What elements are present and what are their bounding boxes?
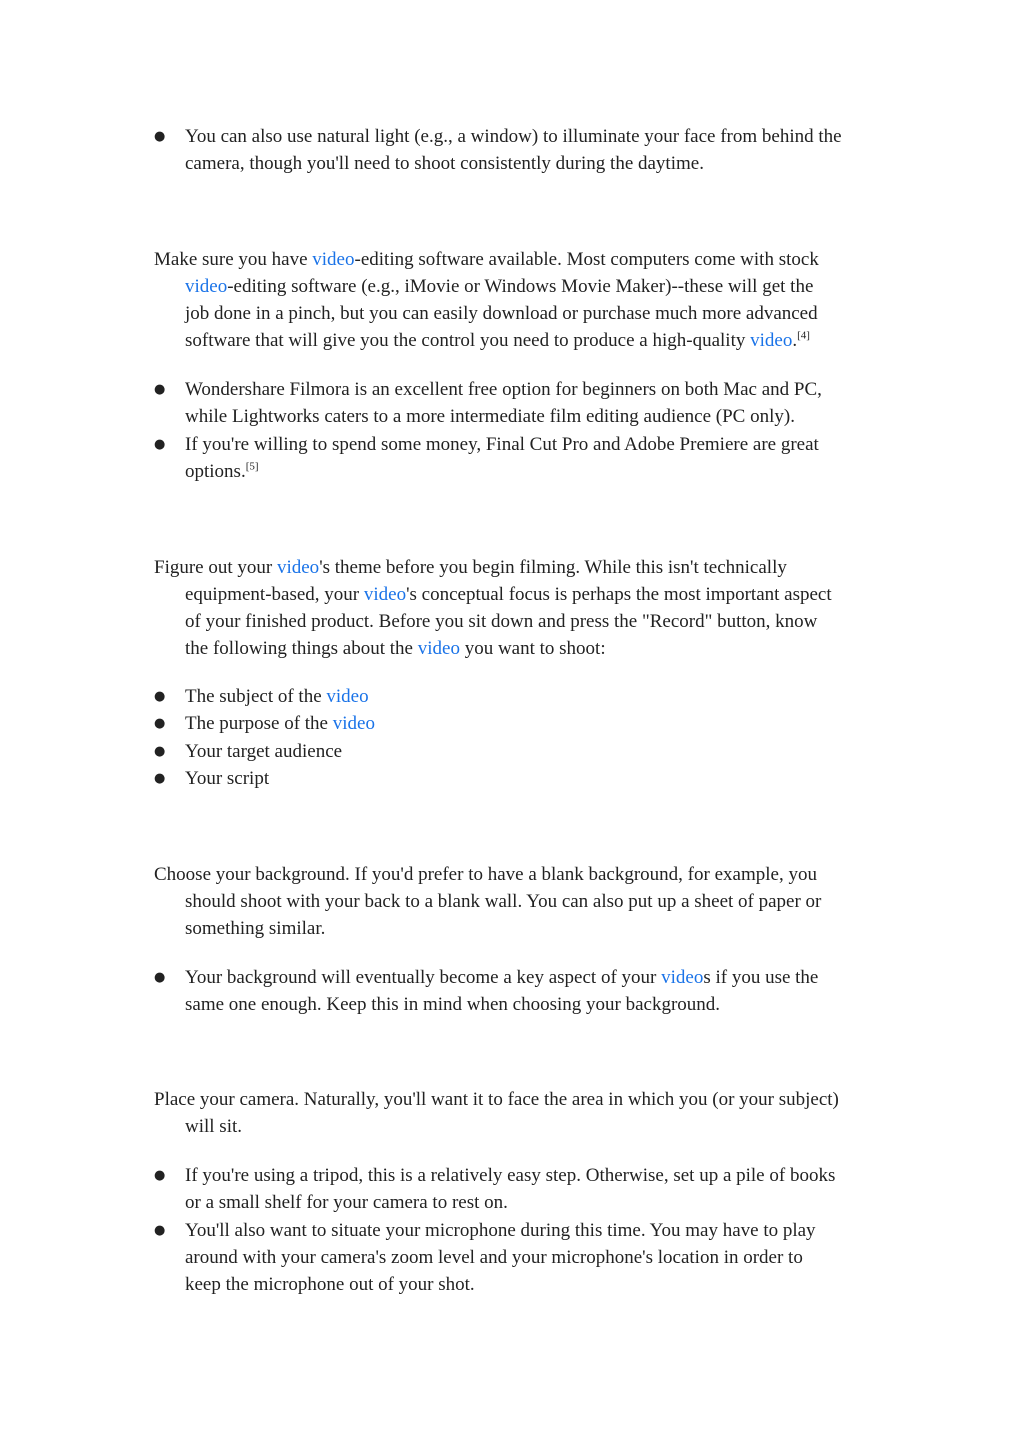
list-item-text: Your script xyxy=(185,768,270,789)
video-link[interactable]: video xyxy=(276,557,320,578)
paragraph-line xyxy=(185,331,810,350)
text-run: Make sure you have xyxy=(154,249,313,270)
list-item-text: keep the microphone out of your shot. xyxy=(185,1274,475,1295)
bullet-marker: ● xyxy=(154,1223,166,1238)
citation-4[interactable]: [4] xyxy=(797,329,810,342)
paragraph-line: will sit. xyxy=(185,1116,243,1137)
text-run: The purpose of the xyxy=(185,713,333,734)
video-link[interactable]: video xyxy=(661,967,704,988)
list-item-text: You'll also want to situate your microphone during this time. You may have to play xyxy=(185,1220,816,1241)
list-item-text: Your target audience xyxy=(185,741,343,762)
text-run: software that will give you the control you need to produce a high-quality xyxy=(185,330,751,351)
video-link[interactable]: video xyxy=(750,330,793,351)
paragraph-line xyxy=(154,558,787,577)
text-run: Figure out your xyxy=(154,557,277,578)
bullet-marker: ● xyxy=(154,716,166,731)
list-item-text: If you're using a tripod, this is a relatively easy step. Otherwise, set up a pile of books xyxy=(185,1165,836,1186)
paragraph-line: Place your camera. Naturally, you'll want it to face the area in which you (or your subject) xyxy=(154,1089,839,1110)
list-item-text: while Lightworks caters to a more intermediate film editing audience (PC only). xyxy=(185,406,795,427)
list-item-text xyxy=(185,714,375,733)
list-item-text: same one enough. Keep this in mind when choosing your background. xyxy=(185,994,721,1015)
video-link[interactable]: video xyxy=(185,276,228,297)
paragraph-line xyxy=(154,250,819,269)
list-item-text: around with your camera's zoom level and your microphone's location in order to xyxy=(185,1247,803,1268)
paragraph-line xyxy=(185,277,813,296)
video-link[interactable]: video xyxy=(332,713,375,734)
text-run: equipment-based, your xyxy=(185,584,364,605)
video-link[interactable]: video xyxy=(417,638,460,659)
text-run: 's theme before you begin filming. While this isn't technically xyxy=(319,557,787,578)
video-link[interactable]: video xyxy=(312,249,355,270)
text-run: options. xyxy=(185,461,246,482)
bullet-marker: ● xyxy=(154,1168,166,1183)
list-item-text xyxy=(185,968,818,987)
paragraph-line xyxy=(185,639,606,658)
bullet-marker: ● xyxy=(154,970,166,985)
list-item-text xyxy=(185,462,259,481)
text-run: Your background will eventually become a key aspect of your xyxy=(185,967,662,988)
bullet-marker: ● xyxy=(154,744,166,759)
list-item-text: Wondershare Filmora is an excellent free option for beginners on both Mac and PC, xyxy=(185,379,822,400)
video-link[interactable]: video xyxy=(326,686,369,707)
list-item-text: If you're willing to spend some money, Final Cut Pro and Adobe Premiere are great xyxy=(185,434,819,455)
text-run: you want to shoot: xyxy=(459,638,606,659)
text-run: the following things about the xyxy=(185,638,418,659)
text-run: The subject of the xyxy=(185,686,327,707)
bullet-marker: ● xyxy=(154,689,166,704)
bullet-marker: ● xyxy=(154,771,166,786)
text-run: -editing software available. Most computers come with stock xyxy=(354,249,819,270)
video-link[interactable]: video xyxy=(363,584,407,605)
citation-5[interactable]: [5] xyxy=(245,460,259,473)
text-run: 's conceptual focus is perhaps the most important aspect xyxy=(406,584,832,605)
bullet-marker: ● xyxy=(154,129,166,144)
bullet-marker: ● xyxy=(154,437,166,452)
list-item-text: or a small shelf for your camera to rest on. xyxy=(185,1192,508,1213)
paragraph-line xyxy=(185,585,832,604)
text-run: -editing software (e.g., iMovie or Windows Movie Maker)--these will get the xyxy=(227,276,814,297)
paragraph-line: Choose your background. If you'd prefer to have a blank background, for example, you xyxy=(154,864,817,885)
list-item-text: You can also use natural light (e.g., a window) to illuminate your face from behind the xyxy=(185,126,842,147)
bullet-marker: ● xyxy=(154,382,166,397)
list-item-text: camera, though you'll need to shoot consistently during the daytime. xyxy=(185,153,704,174)
paragraph-line: job done in a pinch, but you can easily download or purchase much more advanced xyxy=(185,303,818,324)
text-run: . xyxy=(792,330,798,351)
list-item-text xyxy=(185,687,369,706)
paragraph-line: something similar. xyxy=(185,918,326,939)
paragraph-line: of your finished product. Before you sit down and press the "Record" button, know xyxy=(185,611,818,632)
text-run: s if you use the xyxy=(703,967,819,988)
paragraph-line: should shoot with your back to a blank wall. You can also put up a sheet of paper or xyxy=(185,891,822,912)
